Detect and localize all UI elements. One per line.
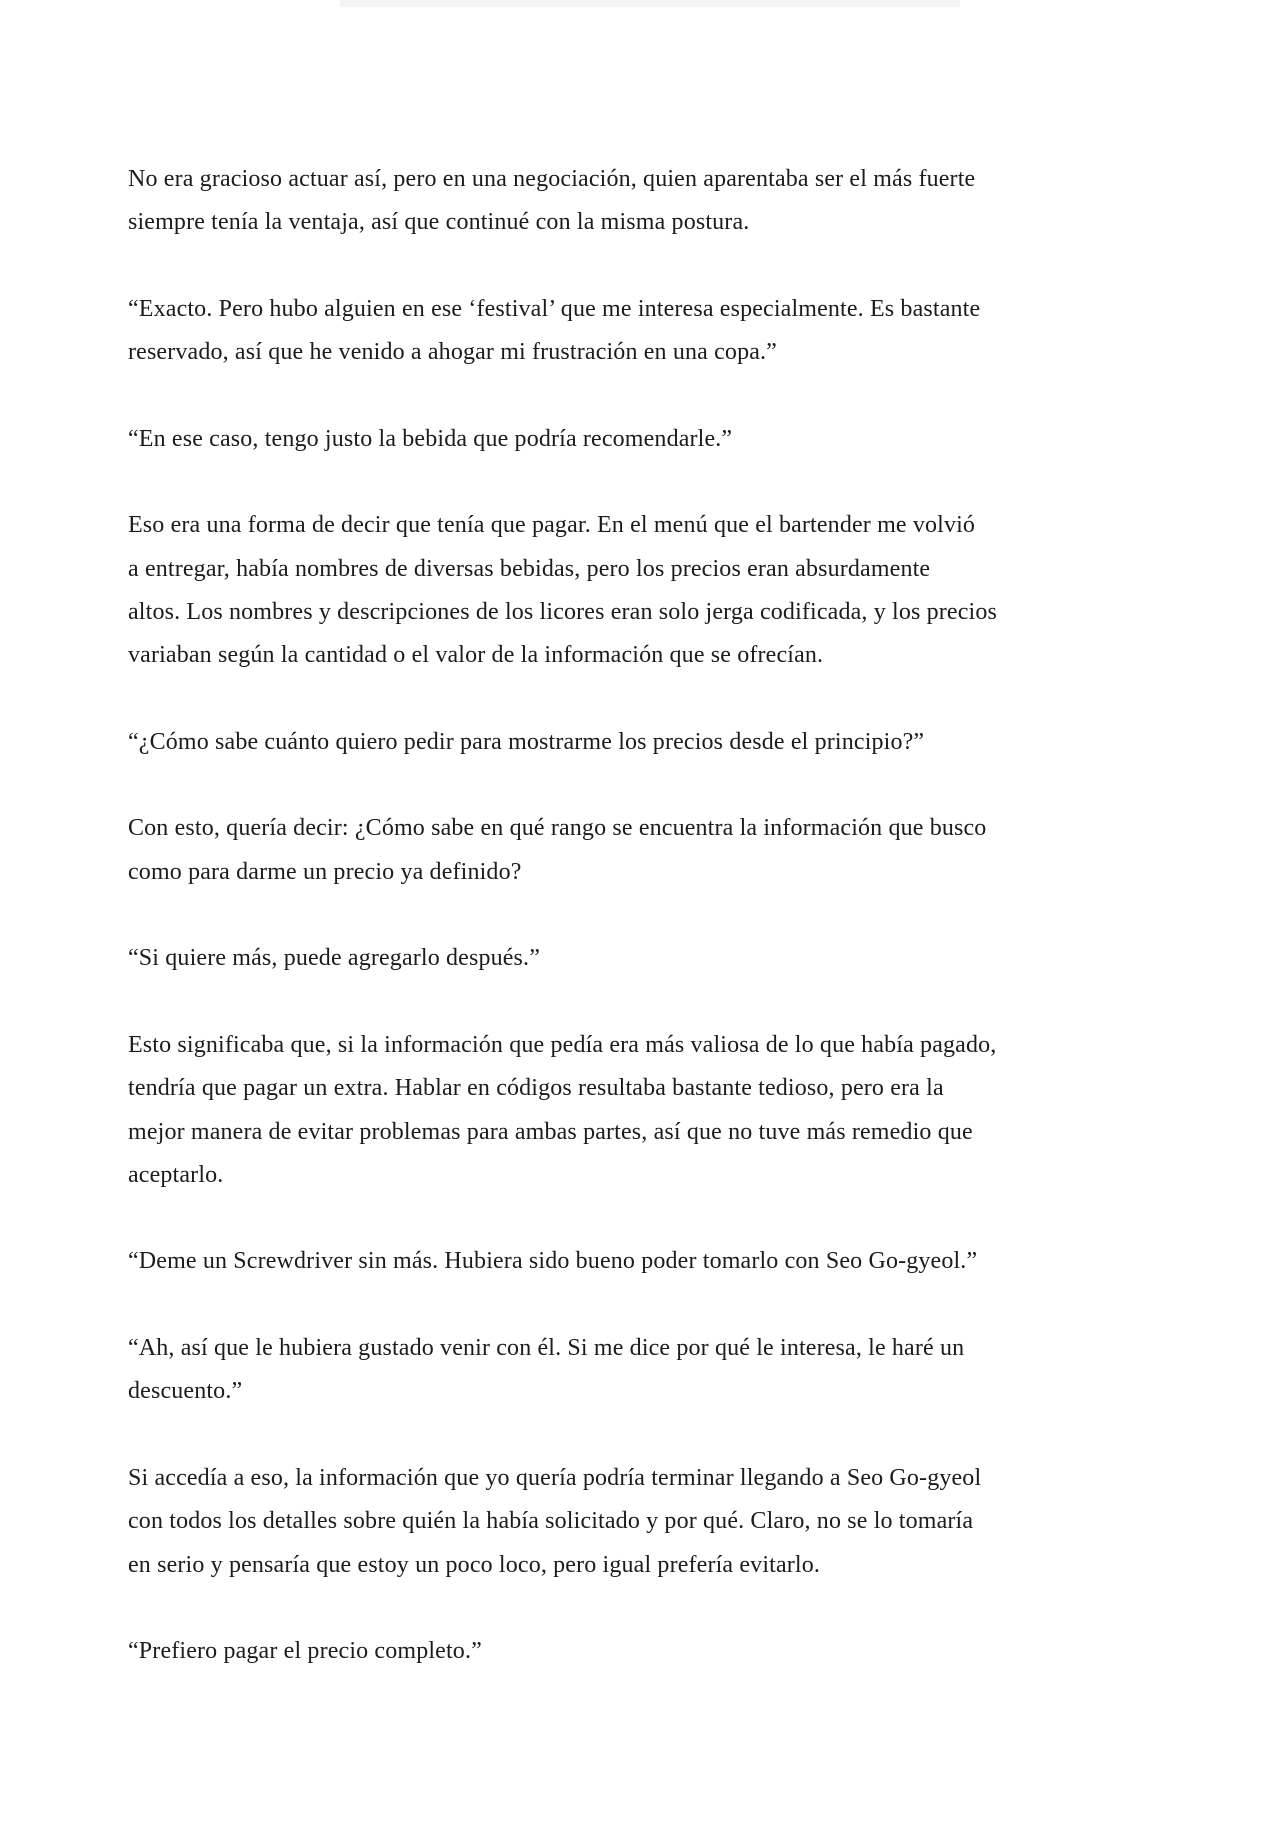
text-line: No era gracioso actuar así, pero en una negociación, quien aparentaba ser el más fuerte bbox=[128, 166, 976, 192]
paragraph bbox=[128, 1240, 1168, 1283]
paragraph bbox=[128, 1457, 1168, 1587]
text-line: “Si quiere más, puede agregarlo después.” bbox=[128, 945, 540, 972]
paragraph bbox=[128, 418, 1168, 461]
paragraph bbox=[128, 158, 1168, 245]
text-line: variaban según la cantidad o el valor de la información que se ofrecían. bbox=[128, 642, 824, 669]
paragraph bbox=[128, 807, 1168, 894]
text-line: “Prefiero pagar el precio completo.” bbox=[128, 1638, 482, 1665]
text-line: Con esto, quería decir: ¿Cómo sabe en qué rango se encuentra la información que busco bbox=[128, 815, 987, 842]
text-line: como para darme un precio ya definido? bbox=[128, 858, 522, 885]
text-line: “Ah, así que le hubiera gustado venir con él. Si me dice por qué le interesa, le haré un bbox=[128, 1335, 965, 1362]
text-line: Esto significaba que, si la información que pedía era más valiosa de lo que había pagado, bbox=[128, 1031, 997, 1058]
text-line: Si accedía a eso, la información que yo quería podría terminar llegando a Seo Go-gyeol bbox=[128, 1464, 982, 1491]
text-line: tendría que pagar un extra. Hablar en códigos resultaba bastante tedioso, pero era la bbox=[128, 1075, 944, 1102]
paragraph bbox=[128, 721, 1168, 764]
text-line: aceptarlo. bbox=[128, 1161, 224, 1188]
text-line: reservado, así que he venido a ahogar mi frustración en una copa.” bbox=[128, 339, 777, 366]
paragraph bbox=[128, 1024, 1168, 1197]
text-line: siempre tenía la ventaja, así que continué con la misma postura. bbox=[128, 209, 750, 236]
document-body bbox=[128, 158, 1168, 1717]
text-line: descuento.” bbox=[128, 1378, 243, 1405]
text-line: “¿Cómo sabe cuánto quiero pedir para mostrarme los precios desde el principio?” bbox=[128, 728, 925, 755]
text-line: a entregar, había nombres de diversas bebidas, pero los precios eran absurdamente bbox=[128, 555, 931, 582]
text-line: en serio y pensaría que estoy un poco loco, pero igual prefería evitarlo. bbox=[128, 1551, 821, 1578]
paragraph bbox=[128, 1327, 1168, 1414]
paragraph bbox=[128, 504, 1168, 677]
text-line: Eso era una forma de decir que tenía que pagar. En el menú que el bartender me volvió bbox=[128, 512, 976, 539]
text-line: “Deme un Screwdriver sin más. Hubiera sido bueno poder tomarlo con Seo Go-gyeol.” bbox=[128, 1248, 978, 1275]
text-line: “En ese caso, tengo justo la bebida que podría recomendarle.” bbox=[128, 425, 733, 452]
text-line: con todos los detalles sobre quién la había solicitado y por qué. Claro, no se lo tomaría bbox=[128, 1508, 974, 1535]
paragraph bbox=[128, 1630, 1168, 1673]
paragraph bbox=[128, 937, 1168, 980]
text-line: altos. Los nombres y descripciones de los licores eran solo jerga codificada, y los precios bbox=[128, 598, 997, 625]
paragraph bbox=[128, 288, 1168, 375]
text-line: mejor manera de evitar problemas para ambas partes, así que no tuve más remedio que bbox=[128, 1118, 973, 1145]
top-edge-bar bbox=[340, 0, 960, 7]
text-line: “Exacto. Pero hubo alguien en ese ‘festival’ que me interesa especialmente. Es bastante bbox=[128, 295, 981, 322]
